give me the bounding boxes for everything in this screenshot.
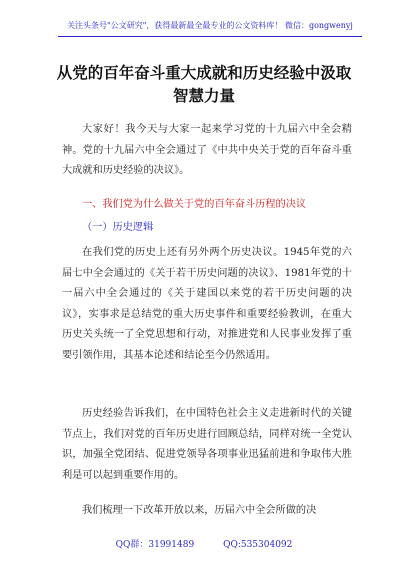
paragraph-review: 我们梳理一下改革开放以来，历届六中全会所做的决: [82, 505, 317, 516]
footer-qq: QQ:535304092: [223, 540, 293, 550]
footer-contact: [0, 537, 408, 550]
sub-heading: （一）历史逻辑: [82, 222, 154, 233]
paragraph-history: 在我们党的历史上还有另外两个历史决议。1945年党的六届七中全会通过的《关于若干历史问题的决议》、1981年党的十一届六中全会通过的《关于建国以来党的若干历史问题的决议》，实事求是总结党的重大历史事件和重要经验教训，在重大历史关头统一了全党思想和行动，对推进党和人民事业发挥了重要引领作用，其基本论述和结论至今仍然适用。: [62, 247, 352, 361]
document-title: 从党的百年奋斗重大成就和历史经验中汲取智慧力量: [56, 64, 352, 105]
section-heading: 一、我们党为什么做关于党的百年奋斗历程的决议: [82, 199, 307, 210]
paragraph-intro: 大家好！我今天与大家一起来学习党的十九届六中全会精神。党的十九届六中全会通过了《中共中央关于党的百年奋斗重大成就和历史经验的决议》。: [62, 124, 352, 176]
paragraph-experience: 历史经验告诉我们，在中国特色社会主义走进新时代的关键节点上，我们对党的百年历史进行回顾总结，同样对统一全党认识，加强全党团结、促进党领导各项事业迅猛前进和争取伟大胜利是可以起到重要作用的。: [62, 408, 352, 481]
header-banner: 关注头条号"公文研究"，获得最新最全最专业的公文资料库！ 微信：gongwenyj: [67, 21, 353, 30]
footer-qq-group: QQ群：31991489: [115, 540, 195, 550]
